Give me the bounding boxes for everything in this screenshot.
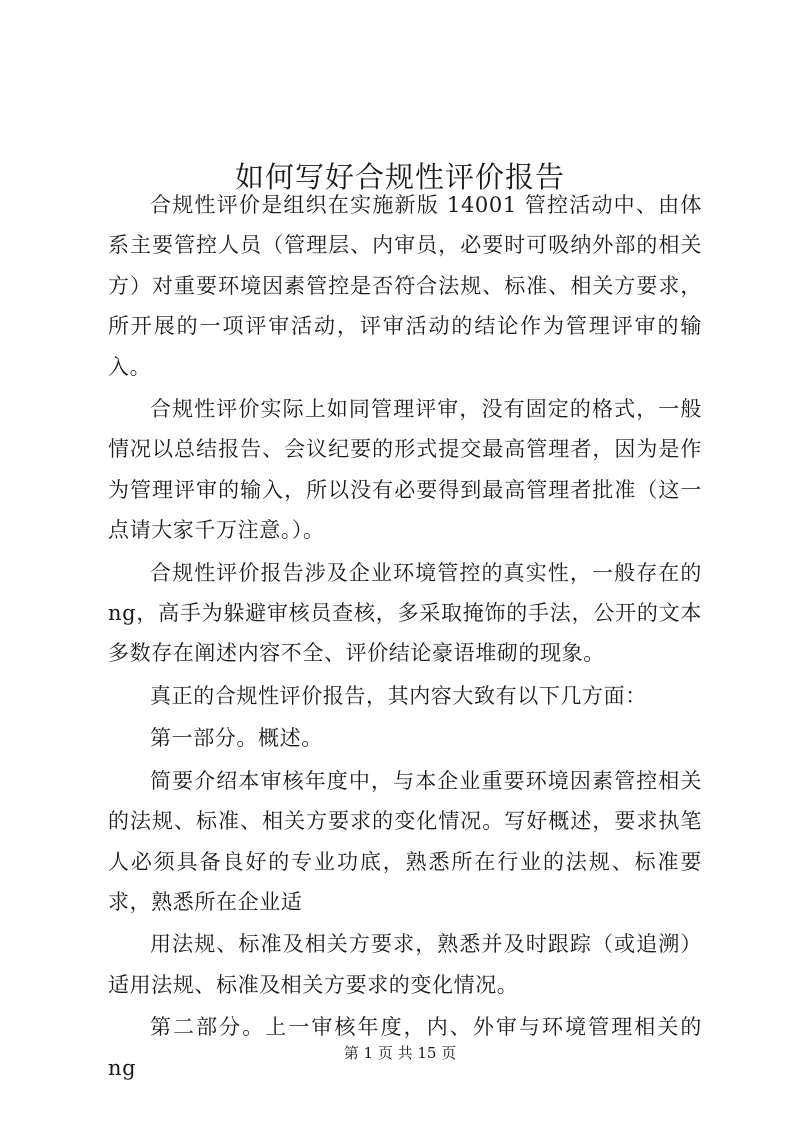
page-number-footer: 第 1 页 共 15 页 — [343, 1044, 457, 1062]
paragraph: 合规性评价实际上如同管理评审，没有固定的格式，一般情况以总结报告、会议纪要的形式提交最高管理者，因为是作为管理评审的输入，所以没有必要得到最高管理者批准（这一点请大家千万注意。）。 — [108, 397, 702, 543]
paragraph: 真正的合规性评价报告，其内容大致有以下几方面： — [150, 683, 647, 708]
paragraph: 简要介绍本审核年度中，与本企业重要环境因素管控相关的法规、标准、相关方要求的变化情况。写好概述，要求执笔人必须具备良好的专业功底，熟悉所在行业的法规、标准要求，熟悉所在企业适 — [108, 768, 702, 914]
document-body — [108, 185, 702, 1090]
paragraph: 用法规、标准及相关方要求，熟悉并及时跟踪（或追溯）适用法规、标准及相关方要求的变化情况。 — [108, 932, 702, 997]
paragraph: 第二部分。上一审核年度，内、外审与环境管理相关的 ng — [108, 1015, 702, 1080]
paragraph: 第一部分。概述。 — [150, 726, 323, 751]
paragraph: 合规性评价是组织在实施新版 14001 管控活动中、由体系主要管控人员（管理层、内审员，必要时可吸纳外部的相关方）对重要环境因素管控是否符合法规、标准、相关方要求，所开展的一项评审活动，评审活动的结论作为管理评审的输入。 — [108, 193, 702, 379]
document-title: 如何写好合规性评价报告 — [234, 160, 565, 195]
paragraph: 合规性评价报告涉及企业环境管控的真实性，一般存在的ng，高手为躲避审核员查核，多采取掩饰的手法，公开的文本多数存在阐述内容不全、评价结论豪语堆砌的现象。 — [108, 560, 702, 666]
